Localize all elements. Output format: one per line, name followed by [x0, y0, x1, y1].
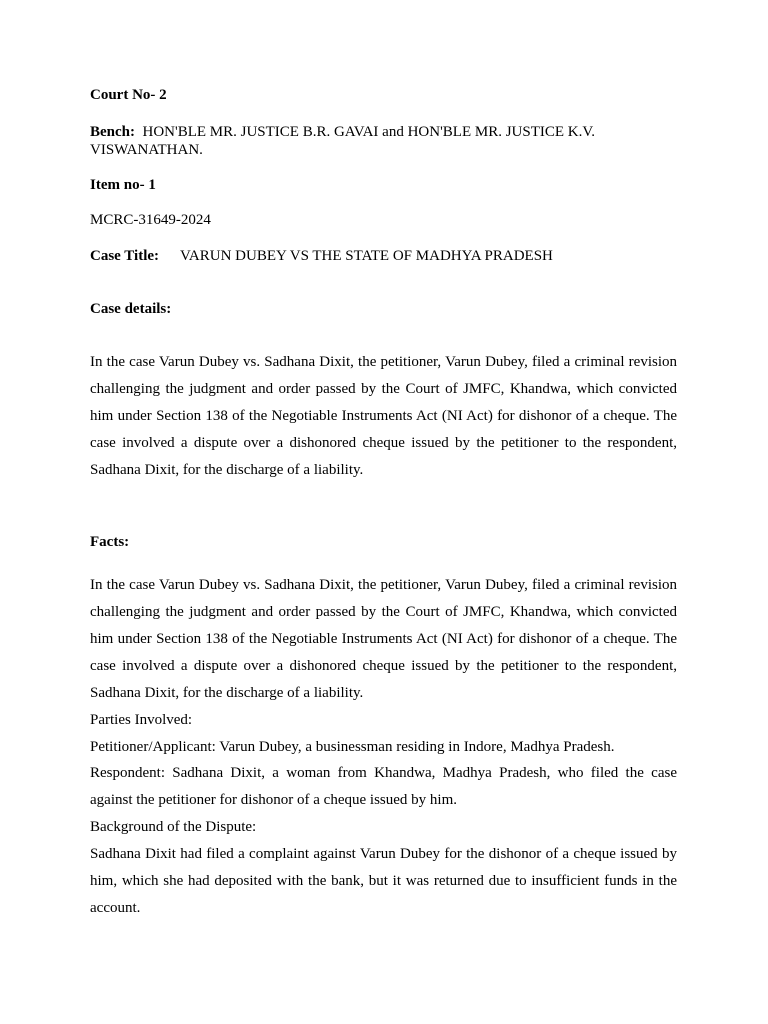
bench-label: Bench: [90, 124, 135, 140]
respondent-info: Respondent: Sadhana Dixit, a woman from Khandwa, Madhya Pradesh, who filed the case against the petitioner for dishonor of a cheque issued by him. [90, 765, 677, 808]
background-paragraph: Sadhana Dixit had filed a complaint against Varun Dubey for the dishonor of a cheque issued by him, which she had deposited with the bank, but it was returned due to insufficient funds in the account. [90, 846, 677, 916]
case-title [90, 248, 677, 265]
case-number: MCRC-31649-2024 [90, 212, 211, 228]
bench-text: HON'BLE MR. JUSTICE B.R. GAVAI and HON'BLE MR. JUSTICE K.V. VISWANATHAN. [90, 124, 596, 158]
petitioner-info: Petitioner/Applicant: Varun Dubey, a businessman residing in Indore, Madhya Pradesh. [90, 739, 615, 755]
item-number: Item no- 1 [90, 177, 156, 193]
court-number: Court No- 2 [90, 87, 167, 103]
bench-info [90, 123, 677, 159]
parties-heading: Parties Involved: [90, 712, 193, 728]
background-heading: Background of the Dispute: [90, 819, 257, 835]
case-details-paragraph: In the case Varun Dubey vs. Sadhana Dixit, the petitioner, Varun Dubey, filed a criminal revision challenging the judgment and order passed by the Court of JMFC, Khandwa, which convicted him under Section 138 of the Negotiable Instruments Act (NI Act) for dishonor of a cheque. The case involved a dispute over a dishonored cheque issued by the petitioner to the respondent, Sadhana Dixit, for the discharge of a liability. [90, 354, 677, 478]
case-title-label: Case Title: [90, 248, 160, 264]
case-details-heading: Case details: [90, 301, 172, 317]
facts-paragraph: In the case Varun Dubey vs. Sadhana Dixit, the petitioner, Varun Dubey, filed a criminal revision challenging the judgment and order passed by the Court of JMFC, Khandwa, which convicted him under Section 138 of the Negotiable Instruments Act (NI Act) for dishonor of a cheque. The case involved a dispute over a dishonored cheque issued by the petitioner to the respondent, Sadhana Dixit, for the discharge of a liability. [90, 577, 677, 701]
case-title-text: VARUN DUBEY VS THE STATE OF MADHYA PRADESH [180, 248, 553, 264]
facts-heading: Facts: [90, 534, 130, 550]
